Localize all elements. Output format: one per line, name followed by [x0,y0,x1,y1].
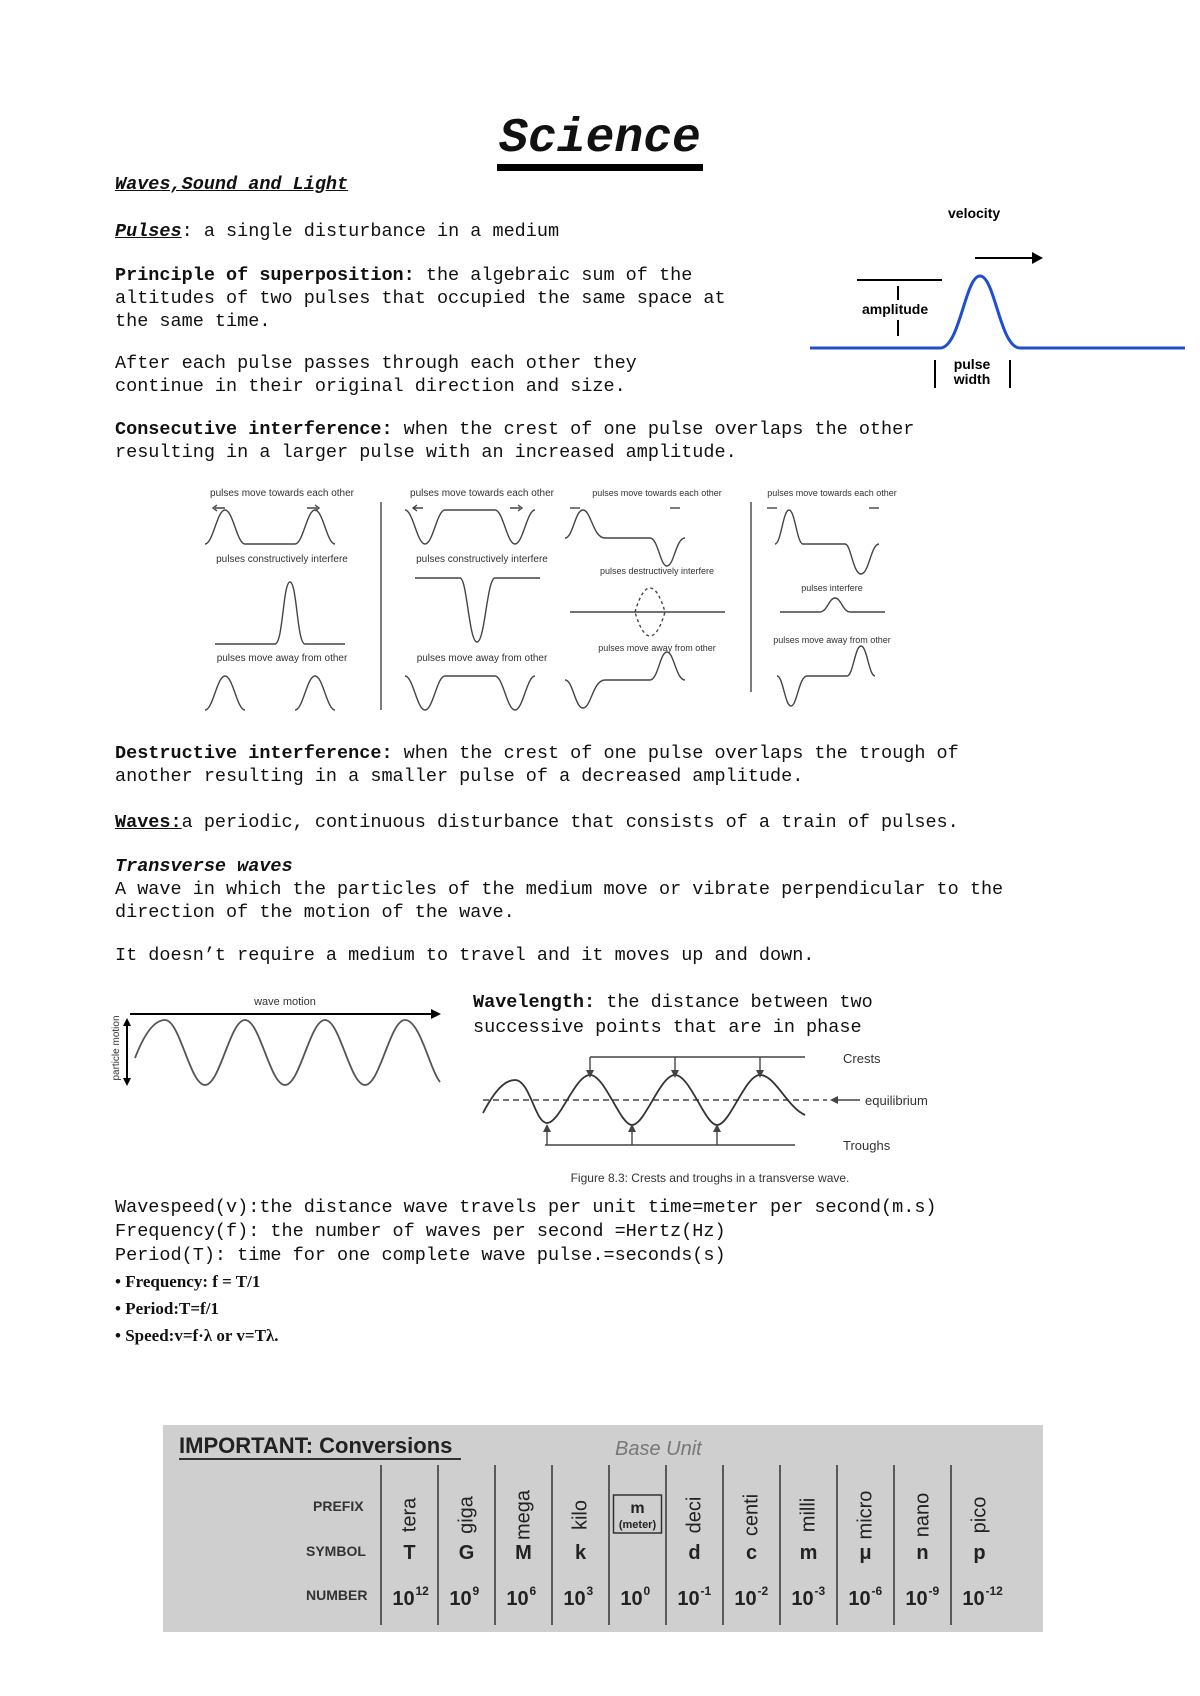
after-pulse-line: continue in their original direction and size. [115,376,626,397]
symbol-cell: k [574,1542,587,1564]
combined-trough [415,578,540,642]
exponent-cell: -3 [814,1584,826,1598]
exponent-cell: -12 [985,1584,1003,1598]
number-cell: 10 [506,1588,529,1610]
prefix-label: tera [398,1497,421,1533]
pulse-width-label: pulse [953,356,991,372]
arrow-head [543,1124,551,1132]
separated-pulses [565,652,685,708]
pulse-diagram [800,205,1190,393]
superposition-block [115,264,726,333]
panel2-top-label: pulses move towards each other [410,488,554,499]
arrow-head [586,1070,594,1078]
prefix-label: giga [455,1496,478,1534]
formula-item: • Frequency: f = T/1 [115,1272,261,1291]
formulas-list [115,1268,279,1349]
prefix-label: m [630,1500,645,1517]
panel1-mid-label: pulses constructively interfere [216,554,348,565]
wavelength-line: the distance between two [595,992,873,1013]
definition-line: Frequency(f): the number of waves per second =Hertz(Hz) [115,1221,726,1242]
symbol-cell: c [745,1542,758,1564]
transverse-block [115,855,1003,924]
wave-motion-label: wave motion [254,996,316,1008]
transverse-line: direction of the motion of the wave. [115,902,515,923]
pulse-width-label: width [953,371,991,387]
panel4-top-label: pulses move towards each other [767,488,897,498]
prefix-label: centi [740,1493,763,1537]
symbol-cell: d [688,1542,701,1564]
symbol-cell: M [515,1542,532,1564]
destructive-block [115,742,959,788]
wave-motion-figure [105,990,445,1095]
prefix-sublabel: (meter) [618,1519,657,1531]
separated-crests [205,676,335,710]
arrow-head [671,1070,679,1078]
transverse-note: It doesn’t require a medium to travel and it moves up and down. [115,945,815,966]
crest-trough-figure [475,1045,955,1185]
number-cell: 10 [620,1588,643,1610]
waves-definition [115,811,959,834]
superposition-line: the same time. [115,311,271,332]
number-cell: 10 [848,1588,871,1610]
waves-text: a periodic, continuous disturbance that consists of a train of pulses. [181,812,959,833]
transverse-heading: Transverse waves [115,856,293,877]
number-cell: 10 [734,1588,757,1610]
large-crest-small-trough [775,510,879,574]
number-cell: 10 [677,1588,700,1610]
destructive-line: when the crest of one pulse overlaps the trough of [392,743,959,764]
formula-item: • Period:T=f/1 [115,1299,219,1318]
exponent-cell: -1 [700,1584,712,1598]
panel1-bottom-label: pulses move away from other [216,653,348,664]
panel3-mid-label: pulses destructively interfere [599,566,715,576]
two-crests [205,510,335,544]
superposition-line: the algebraic sum of the [414,265,693,286]
particle-arrow-up [123,1018,131,1026]
wave-motion-arrow-head [431,1009,441,1019]
panel2-mid-label: pulses constructively interfere [416,554,548,565]
amplitude-label: amplitude [862,301,929,317]
definitions-block [115,1196,937,1268]
number-cell: 10 [791,1588,814,1610]
symbol-cell: n [916,1542,929,1564]
superposition-line: altitudes of two pulses that occupied the same space at [115,288,726,309]
consecutive-line: resulting in a larger pulse with an increased amplitude. [115,442,737,463]
number-cell: 10 [392,1588,415,1610]
exponent-cell: -2 [757,1584,769,1598]
prefix-label: kilo [569,1499,592,1531]
prefix-label: micro [854,1490,877,1540]
prefix-label: milli [797,1497,820,1533]
equilibrium-label: equilibrium [865,1093,928,1108]
arrow-head [756,1070,764,1078]
pulses-text: : a single disturbance in a medium [181,221,560,242]
prefix-label: pico [968,1496,991,1534]
transverse-line: A wave in which the particles of the medium move or vibrate perpendicular to the [115,879,1004,900]
conversions-title: IMPORTANT: Conversions [179,1433,453,1458]
panel2-bottom-label: pulses move away from other [416,653,548,664]
symbol-cell: μ [859,1542,872,1564]
conversions-table [163,1425,1043,1632]
symbol-cell: p [973,1542,986,1564]
troughs-label: Troughs [843,1138,891,1153]
panel3-bottom-label: pulses move away from other [598,643,716,653]
arrow-right [510,505,522,511]
pulses-term: Pulses [115,221,182,242]
superposition-term: Principle of superposition: [115,265,415,286]
exponent-cell: 0 [643,1584,651,1598]
section-heading: Waves,Sound and Light [115,174,349,195]
wavelength-term: Wavelength: [473,992,596,1013]
exponent-cell: 9 [472,1584,480,1598]
row-label-number: NUMBER [306,1587,368,1603]
prefix-label: nano [911,1492,934,1538]
particle-motion-label: particle motion [111,1015,122,1081]
panel4-mid-label: pulses interfere [801,583,863,593]
figure-caption: Figure 8.3: Crests and troughs in a transverse wave. [570,1171,850,1185]
waves-term: Waves: [115,812,182,833]
formula-item: • Speed:v=f·λ or v=Tλ. [115,1326,279,1345]
prefix-label: deci [683,1496,706,1534]
after-pulse-line: After each pulse passes through each other they [115,353,637,374]
panel4-bottom-label: pulses move away from other [773,635,891,645]
consecutive-term: Consecutive interference: [115,419,393,440]
separated-troughs [405,676,535,710]
arrow-right [413,505,423,511]
symbol-cell: m [799,1542,818,1564]
velocity-arrow-head [1032,252,1043,264]
page-title: Science [0,112,1200,171]
wavelength-block [473,990,873,1040]
exponent-cell: 12 [415,1584,429,1598]
crest-and-trough [565,510,685,566]
definition-line: Wavespeed(v):the distance wave travels per unit time=meter per second(m.s) [115,1197,937,1218]
crests-label: Crests [843,1051,881,1066]
row-label-symbol: SYMBOL [306,1543,366,1559]
exponent-cell: -6 [871,1584,883,1598]
particle-arrow-down [123,1078,131,1086]
consecutive-line: when the crest of one pulse overlaps the other [392,419,915,440]
panel1-top-label: pulses move towards each other [210,488,354,499]
number-cell: 10 [563,1588,586,1610]
number-cell: 10 [449,1588,472,1610]
number-cell: 10 [905,1588,928,1610]
exponent-cell: -9 [928,1584,940,1598]
symbol-cell: T [403,1542,416,1564]
separated-pulses [777,646,875,706]
consecutive-block [115,418,914,464]
row-label-prefix: PREFIX [313,1498,364,1514]
pulses-definition [115,220,559,243]
destructive-line: another resulting in a smaller pulse of a decreased amplitude. [115,766,804,787]
combined-crest [215,582,345,644]
interference-figure [195,480,905,720]
after-pulse-block [115,352,637,398]
destructive-term: Destructive interference: [115,743,393,764]
exponent-cell: 3 [586,1584,594,1598]
transverse-wave [135,1020,440,1085]
handwritten-note: Base Unit [615,1438,702,1460]
arrow-head [830,1096,838,1104]
panel3-top-label: pulses move towards each other [592,488,722,498]
prefix-label: mega [512,1489,535,1541]
number-cell: 10 [962,1588,985,1610]
definition-line: Period(T): time for one complete wave pulse.=seconds(s) [115,1245,726,1266]
wavelength-line: successive points that are in phase [473,1017,862,1038]
exponent-cell: 6 [529,1584,537,1598]
velocity-label: velocity [948,205,1001,221]
two-troughs [405,510,535,544]
symbol-cell: G [458,1542,475,1564]
partial-cancel [780,598,885,612]
